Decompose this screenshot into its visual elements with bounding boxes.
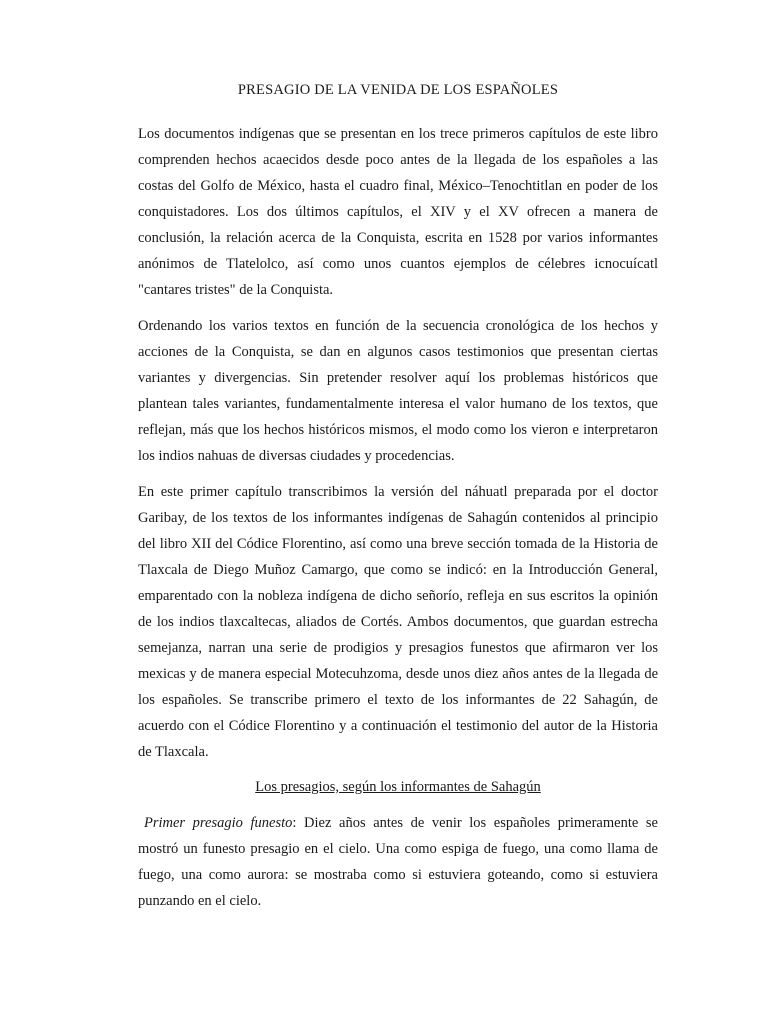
document-page [138,82,658,924]
omen-label: Primer presagio funesto [144,815,293,831]
omen-text: : Diez años antes de venir los españoles primeramente se mostró un funesto presagio en el cielo. Una como espiga de fuego, una como llama de fuego, una como aurora: se mostraba como si estuviera goteando, como si estuviera punzando en el cielo. [138,815,658,909]
paragraph-3: En este primer capítulo transcribimos la versión del náhuatl preparada por el doctor Garibay, de los textos de los informantes indígenas de Sahagún contenidos al principio del libro XII del Códice Florentino, así como una breve sección tomada de la Historia de Tlaxcala de Diego Muñoz Camargo, que como se indicó: en la Introducción General, emparentado con la nobleza indígena de dicho señorío, refleja en sus escritos la opinión de los indios tlaxcaltecas, aliados de Cortés. Ambos documentos, que guardan estrecha semejanza, narran una serie de prodigios y presagios funestos que afirmaron ver los mexicas y de manera especial Motecuhzoma, desde unos diez años antes de la llegada de los españoles. Se transcribe primero el texto de los informantes de 22 Sahagún, de acuerdo con el Códice Florentino y a continuación el testimonio del autor de la Historia de Tlaxcala. [138,484,658,760]
document-title: PRESAGIO DE LA VENIDA DE LOS ESPAÑOLES [237,82,559,98]
omen-paragraph [138,810,658,914]
section-subheading: Los presagios, según los informantes de Sahagún [255,779,541,795]
paragraph-2: Ordenando los varios textos en función de la secuencia cronológica de los hechos y acciones de la Conquista, se dan en algunos casos testimonios que presentan ciertas variantes y divergencias. Sin pretender resolver aquí los problemas históricos que plantean tales variantes, fundamentalmente interesa el valor humano de los textos, que reflejan, más que los hechos históricos mismos, el modo como los vieron e interpretaron los indios nahuas de diversas ciudades y procedencias. [138,318,658,464]
paragraph-1: Los documentos indígenas que se presentan en los trece primeros capítulos de este libro comprenden hechos acaecidos desde poco antes de la llegada de los españoles a las costas del Golfo de México, hasta el cuadro final, México–Tenochtitlan en poder de los conquistadores. Los dos últimos capítulos, el XIV y el XV ofrecen a manera de conclusión, la relación acerca de la Conquista, escrita en 1528 por varios informantes anónimos de Tlatelolco, así como unos cuantos ejemplos de célebres icnocuícatl "cantares tristes" de la Conquista. [138,126,658,298]
